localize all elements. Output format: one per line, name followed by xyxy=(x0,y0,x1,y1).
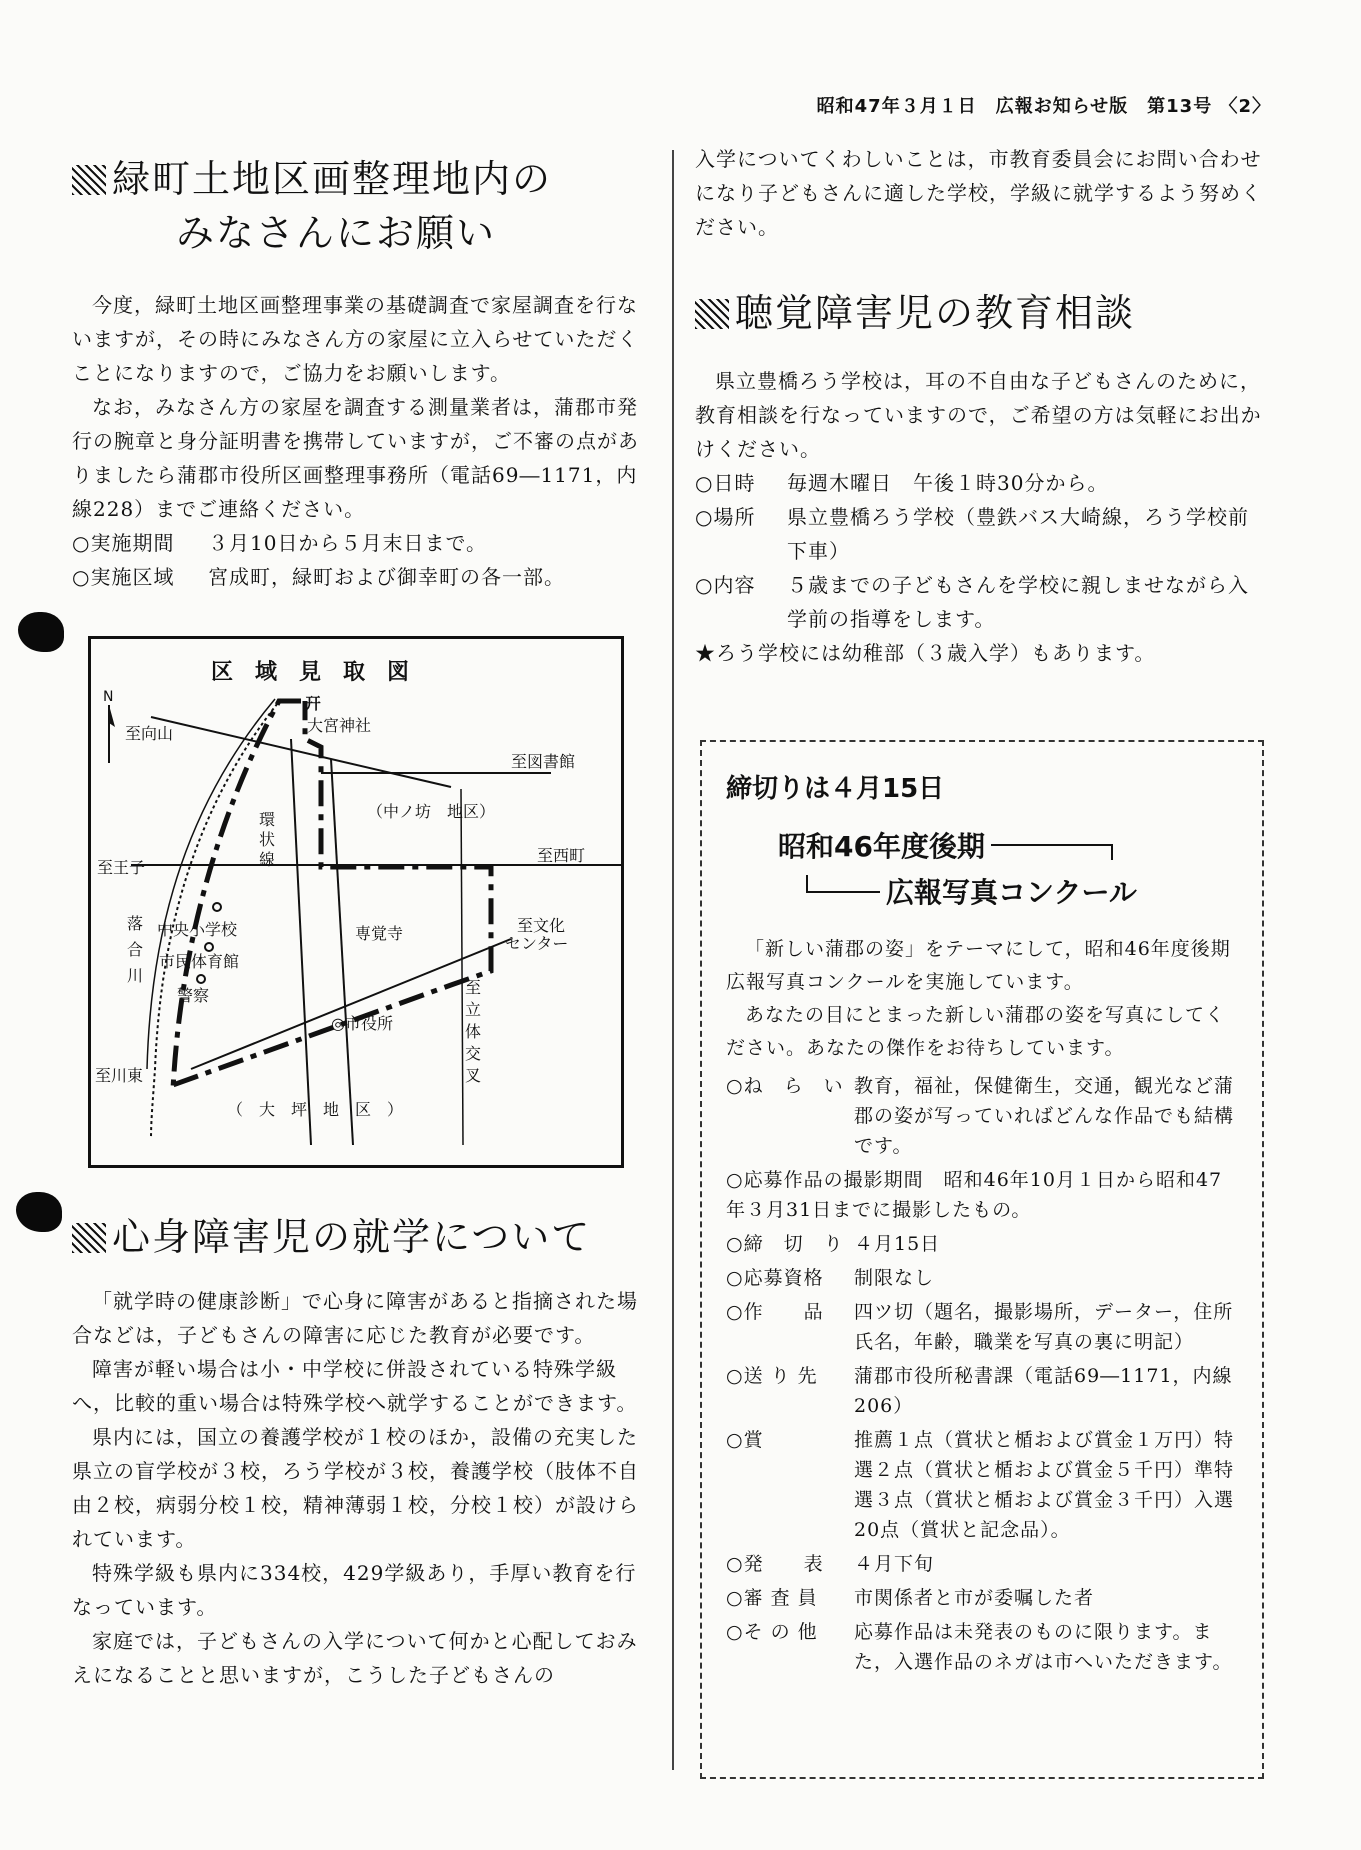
area-map-drawing xyxy=(91,639,621,1165)
map-label: 立 xyxy=(465,1000,482,1019)
note: ★ろう学校には幼稚部（３歳入学）もあります。 xyxy=(695,641,1156,665)
hatch-icon xyxy=(72,1223,106,1253)
map-label: （ 大 坪 地 区 ） xyxy=(227,1100,404,1119)
map-label: 至図書館 xyxy=(511,752,576,771)
place-marker-icon xyxy=(205,943,213,951)
map-title: 区 域 見 取 図 xyxy=(211,660,410,685)
info-row: ○実施区域 宮成町，緑町および御幸町の各一部。 xyxy=(72,565,565,589)
paragraph: 「新しい蒲郡の姿」をテーマにして，昭和46年度後期広報写真コンクールを実施しています。 xyxy=(726,938,1231,993)
map-label: 警察 xyxy=(177,986,210,1005)
map-label: 環 xyxy=(259,810,276,829)
paragraph: 障害が軽い場合は小・中学校に併設されている特殊学級へ，比較的重い場合は特殊学校へ就学することができます。 xyxy=(72,1357,638,1415)
paragraph: 今度，緑町土地区画整理事業の基礎調査で家屋調査を行ないますが，その時にみなさん方の家屋に立入らせていただくことになりますので，ご協力をお願いします。 xyxy=(72,293,639,385)
road-kanjo xyxy=(291,739,311,1145)
map-label: 至王子 xyxy=(97,858,146,877)
section-midorimachi xyxy=(72,152,652,594)
map-label: 至文化 xyxy=(517,916,566,935)
paragraph: 県立豊橋ろう学校は，耳の不自由な子どもさんのために，教育相談を行なっていますので，ご希望の方は気軽にお出かけください。 xyxy=(695,369,1262,461)
column-divider xyxy=(672,150,674,1770)
deadline-heading: 締切りは４月15日 xyxy=(726,774,945,804)
photo-contest-box xyxy=(700,740,1264,1779)
map-label: 至 xyxy=(465,978,482,997)
info-row: ○ね ら い 教育，福祉，保健衛生，交通，観光など蒲郡の姿が写っていればどんな作品でも結構です。 xyxy=(726,1075,1235,1157)
river-bank xyxy=(147,699,275,1069)
info-row: ○審 査 員 市関係者と市が委嘱した者 xyxy=(726,1587,1095,1609)
title-bracket xyxy=(806,875,880,893)
section-shogaiji-shugaku xyxy=(72,1210,652,1692)
map-label: センター xyxy=(505,934,569,953)
map-label: 至川東 xyxy=(95,1066,144,1085)
road xyxy=(151,717,451,787)
paragraph: 特殊学級も県内に334校，429学級あり，手厚い教育を行なっています。 xyxy=(72,1561,637,1619)
contest-title-line1: 昭和46年度後期 xyxy=(726,825,1238,865)
punch-hole-mark xyxy=(18,612,64,652)
road xyxy=(331,759,353,1145)
title-bracket xyxy=(991,844,1113,860)
shrine-icon: 幵 xyxy=(305,694,322,713)
map-label: 専覚寺 xyxy=(355,924,404,943)
map-label: （中ノ坊 地区） xyxy=(367,802,496,821)
map-label: 線 xyxy=(259,850,276,869)
map-label: 合 xyxy=(127,940,144,959)
page-header: 昭和47年３月１日 広報お知らせ版 第13号 〈2〉 xyxy=(816,96,1271,117)
info-row: ○実施期間 ３月10日から５月末日まで。 xyxy=(72,531,488,555)
info-row: ○場所 県立豊橋ろう学校（豊鉄バス大崎線，ろう学校前下車） xyxy=(695,505,1249,563)
map-label: ◎市役所 xyxy=(331,1014,393,1033)
paragraph: あなたの目にとまった新しい蒲郡の姿を写真にしてください。あなたの傑作をお待ちしています。 xyxy=(726,1004,1226,1059)
paragraph: 県内には，国立の養護学校が１校のほか，設備の充実した県立の盲学校が３校，ろう学校が３校，養護学校（肢体不自由２校，病弱分校１校，精神薄弱１校，分校１校）が設けられています。 xyxy=(72,1425,639,1551)
map-label: 大宮神社 xyxy=(307,716,372,735)
info-row: ○日時 毎週木曜日 午後１時30分から。 xyxy=(695,471,1109,495)
paragraph: 「就学時の健康診断」で心身に障害があると指摘された場合などは，子どもさんの障害に応じた教育が必要です。 xyxy=(72,1289,638,1347)
hatch-icon xyxy=(695,299,729,329)
section-title: 聴覚障害児の教育相談 xyxy=(695,286,1265,340)
area-map xyxy=(88,636,624,1168)
section-title: 緑町土地区画整理地内の xyxy=(72,152,652,206)
map-label: 交 xyxy=(465,1044,482,1063)
info-row: ○応募作品の撮影期間 昭和46年10月１日から昭和47年３月31日までに撮影したもの。 xyxy=(726,1169,1223,1221)
info-row: ○賞 推薦１点（賞状と楯および賞金１万円）特選２点（賞状と楯および賞金５千円）準特選３点（賞状と楯および賞金３千円）入選20点（賞状と記念品）。 xyxy=(726,1429,1235,1541)
paragraph: なお，みなさん方の家屋を調査する測量業者は，蒲郡市発行の腕章と身分証明書を携帯していますが，ご不審の点がありましたら蒲郡市役所区画整理事務所（電話69―1171，内線228）までご連絡ください。 xyxy=(72,395,639,521)
map-label: 体 xyxy=(465,1022,482,1041)
info-row: ○応募資格 制限なし xyxy=(726,1267,935,1289)
map-label: 川 xyxy=(127,966,144,985)
map-label: 落 xyxy=(127,914,144,933)
river xyxy=(151,699,281,1139)
info-row: ○作 品 四ツ切（題名，撮影場所，データー，住所氏名，年齢，職業を写真の裏に明記） xyxy=(726,1301,1234,1353)
map-label: 叉 xyxy=(465,1066,482,1085)
map-label: 状 xyxy=(259,830,276,849)
info-row: ○送 り 先 蒲郡市役所秘書課（電話69―1171，内線206） xyxy=(726,1365,1233,1417)
north-label: N xyxy=(103,689,114,705)
info-row: ○内容 ５歳までの子どもさんを学校に親しませながら入学前の指導をします。 xyxy=(695,573,1249,631)
punch-hole-mark xyxy=(16,1192,62,1232)
section-title: 心身障害児の就学について xyxy=(72,1210,652,1264)
right-column-top xyxy=(695,142,1265,670)
paragraph: 家庭では，子どもさんの入学について何かと心配しておみえになることと思いますが，こうした子どもさんの xyxy=(72,1629,638,1687)
contest-title-line2: 広報写真コンクール xyxy=(726,871,1238,911)
hatch-icon xyxy=(72,165,106,195)
map-label: 至西町 xyxy=(537,846,586,865)
road xyxy=(461,789,463,1145)
place-marker-icon xyxy=(213,903,221,911)
section-title-line2: みなさんにお願い xyxy=(176,211,497,255)
place-marker-icon xyxy=(197,975,205,983)
info-row: ○締 切 り ４月15日 xyxy=(726,1233,941,1255)
map-label: 中央小学校 xyxy=(157,920,238,939)
map-label: 至向山 xyxy=(125,724,174,743)
info-row: ○そ の 他 応募作品は未発表のものに限ります。また，入選作品のネガは市へいただきます。 xyxy=(726,1621,1233,1673)
info-row: ○発 表 ４月下旬 xyxy=(726,1553,935,1575)
paragraph-continued: 入学についてくわしいことは，市教育委員会にお問い合わせになり子どもさんに適した学校，学級に就学するよう努めください。 xyxy=(695,147,1262,239)
map-label: 市民体育館 xyxy=(159,952,240,971)
